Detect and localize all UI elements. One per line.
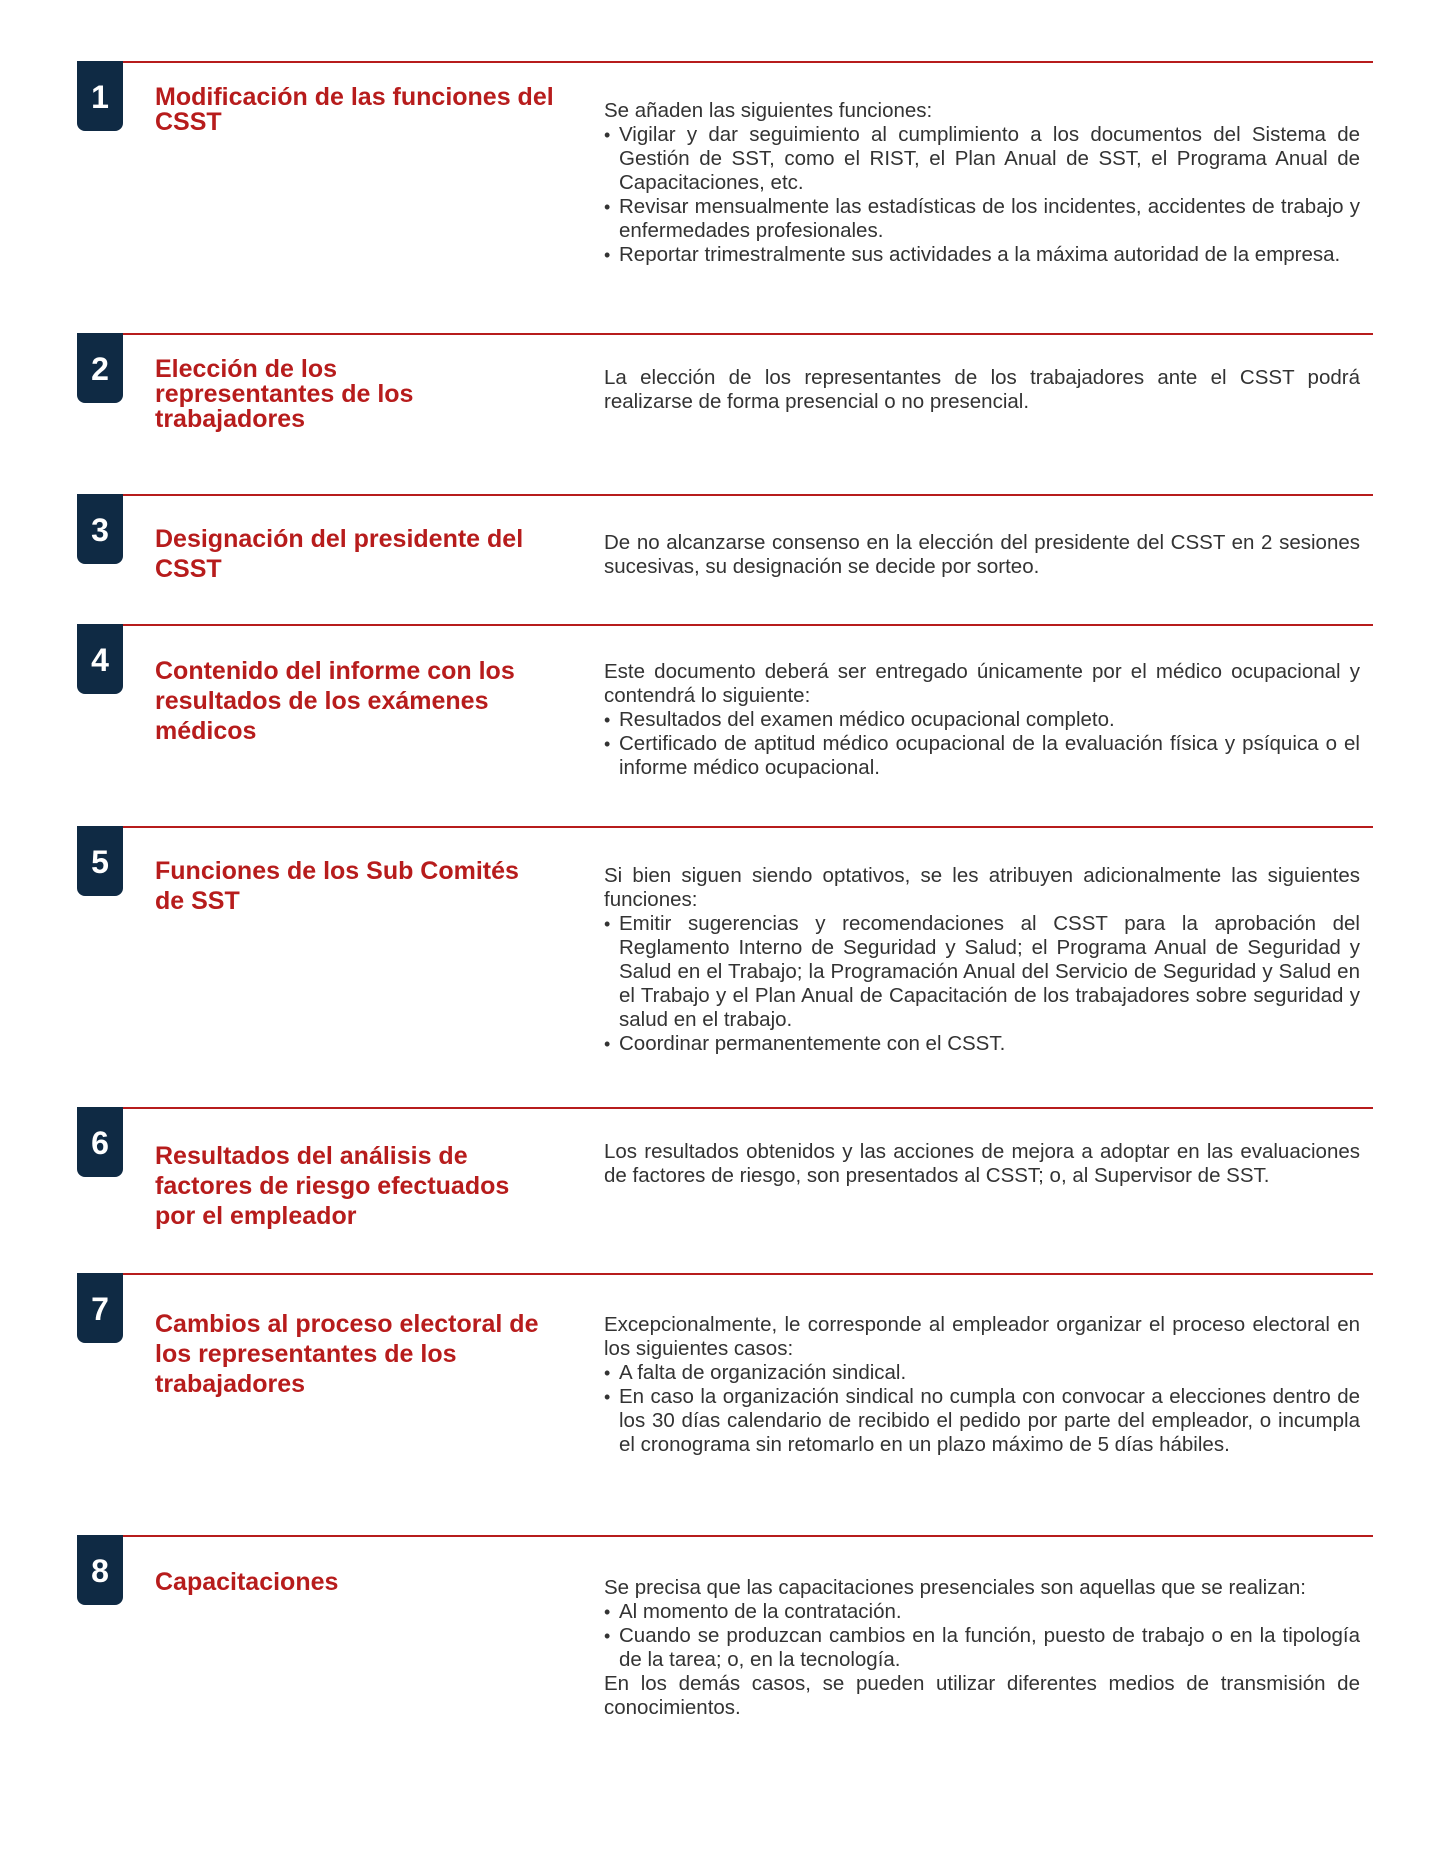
bullet-list [604,912,1360,1056]
section-divider [77,61,1373,63]
list-item: • A falta de organización sindical. [604,1361,907,1384]
section-body [604,99,1360,267]
section-divider [77,826,1373,828]
section-body [604,660,1360,780]
list-item: • Emitir sugerencias y recomendaciones al CSST para la aprobación del Reglamento Interno de Seguridad y Salud; el Programa Anual de Seguridad y Salud en el Trabajo; la Programación Anual del Servicio de Seguridad y Salud en el Trabajo y el Plan Anual de Capacitación de los trabajadores sobre seguridad y salud en el trabajo. [604,912,1360,1031]
section-title: Funciones de los Sub Comités de SST [155,857,519,915]
section-intro: Excepcionalmente, le corresponde al empleador organizar el proceso electoral en los siguientes casos: [604,1313,1360,1360]
section-divider [77,1273,1373,1275]
section-body [604,1576,1360,1720]
section-number-badge: 6 [77,1107,123,1177]
section-number-badge: 2 [77,333,123,403]
list-item: • Reportar trimestralmente sus actividades a la máxima autoridad de la empresa. [604,243,1341,266]
section-title: Capacitaciones [155,1568,339,1596]
section-number-badge: 1 [77,61,123,131]
section-divider [77,1107,1373,1109]
list-item: • Resultados del examen médico ocupacional completo. [604,708,1115,731]
section-title: Contenido del informe con los resultados de los exámenes médicos [155,657,515,745]
bullet-list [604,1361,1360,1457]
section-number-badge: 3 [77,494,123,564]
section-title: Elección de los representantes de los trabajadores [155,355,414,433]
section-intro: Los resultados obtenidos y las acciones de mejora a adoptar en las evaluaciones de factores de riesgo, son presentados al CSST; o, al Supervisor de SST. [604,1140,1360,1187]
section-divider [77,494,1373,496]
section-outro: En los demás casos, se pueden utilizar diferentes medios de transmisión de conocimientos. [604,1672,1360,1719]
list-item: • Vigilar y dar seguimiento al cumplimiento a los documentos del Sistema de Gestión de SST, como el RIST, el Plan Anual de SST, el Programa Anual de Capacitaciones, etc. [604,123,1360,194]
section-intro: Este documento deberá ser entregado únicamente por el médico ocupacional y contendrá lo siguiente: [604,660,1360,707]
section-title: Designación del presidente del CSST [155,525,524,583]
section-divider [77,1535,1373,1537]
section-body [604,1313,1360,1457]
section-intro: Si bien siguen siendo optativos, se les atribuyen adicionalmente las siguientes funciones: [604,864,1360,911]
section-number-badge: 7 [77,1273,123,1343]
bullet-list [604,1600,1360,1672]
list-item: • Al momento de la contratación. [604,1600,902,1623]
section-intro: Se precisa que las capacitaciones presenciales son aquellas que se realizan: [604,1576,1306,1599]
section-title: Resultados del análisis de factores de riesgo efectuados por el empleador [155,1142,510,1230]
bullet-list [604,123,1360,267]
list-item: • Revisar mensualmente las estadísticas de los incidentes, accidentes de trabajo y enfermedades profesionales. [604,195,1360,242]
section-number-badge: 5 [77,826,123,896]
section-intro: La elección de los representantes de los trabajadores ante el CSST podrá realizarse de forma presencial o no presencial. [604,366,1360,413]
section-number-badge: 4 [77,624,123,694]
section-intro: Se añaden las siguientes funciones: [604,99,933,122]
section-divider [77,333,1373,335]
section-title: Modificación de las funciones del CSST [155,83,554,136]
section-body [604,531,1360,579]
list-item: • Cuando se produzcan cambios en la función, puesto de trabajo o en la tipología de la tarea; o, en la tecnología. [604,1624,1360,1671]
section-title: Cambios al proceso electoral de los representantes de los trabajadores [155,1310,539,1398]
section-divider [77,624,1373,626]
section-intro: De no alcanzarse consenso en la elección del presidente del CSST en 2 sesiones sucesivas, su designación se decide por sorteo. [604,531,1360,578]
bullet-list [604,708,1360,780]
list-item: • Coordinar permanentemente con el CSST. [604,1032,1006,1055]
list-item: • En caso la organización sindical no cumpla con convocar a elecciones dentro de los 30 días calendario de recibido el pedido por parte del empleador, o incumpla el cronograma sin retomarlo en un plazo máximo de 5 días hábiles. [604,1385,1360,1456]
section-body [604,1140,1360,1188]
section-body [604,864,1360,1056]
section-body [604,366,1360,414]
section-number-badge: 8 [77,1535,123,1605]
list-item: • Certificado de aptitud médico ocupacional de la evaluación física y psíquica o el informe médico ocupacional. [604,732,1360,779]
